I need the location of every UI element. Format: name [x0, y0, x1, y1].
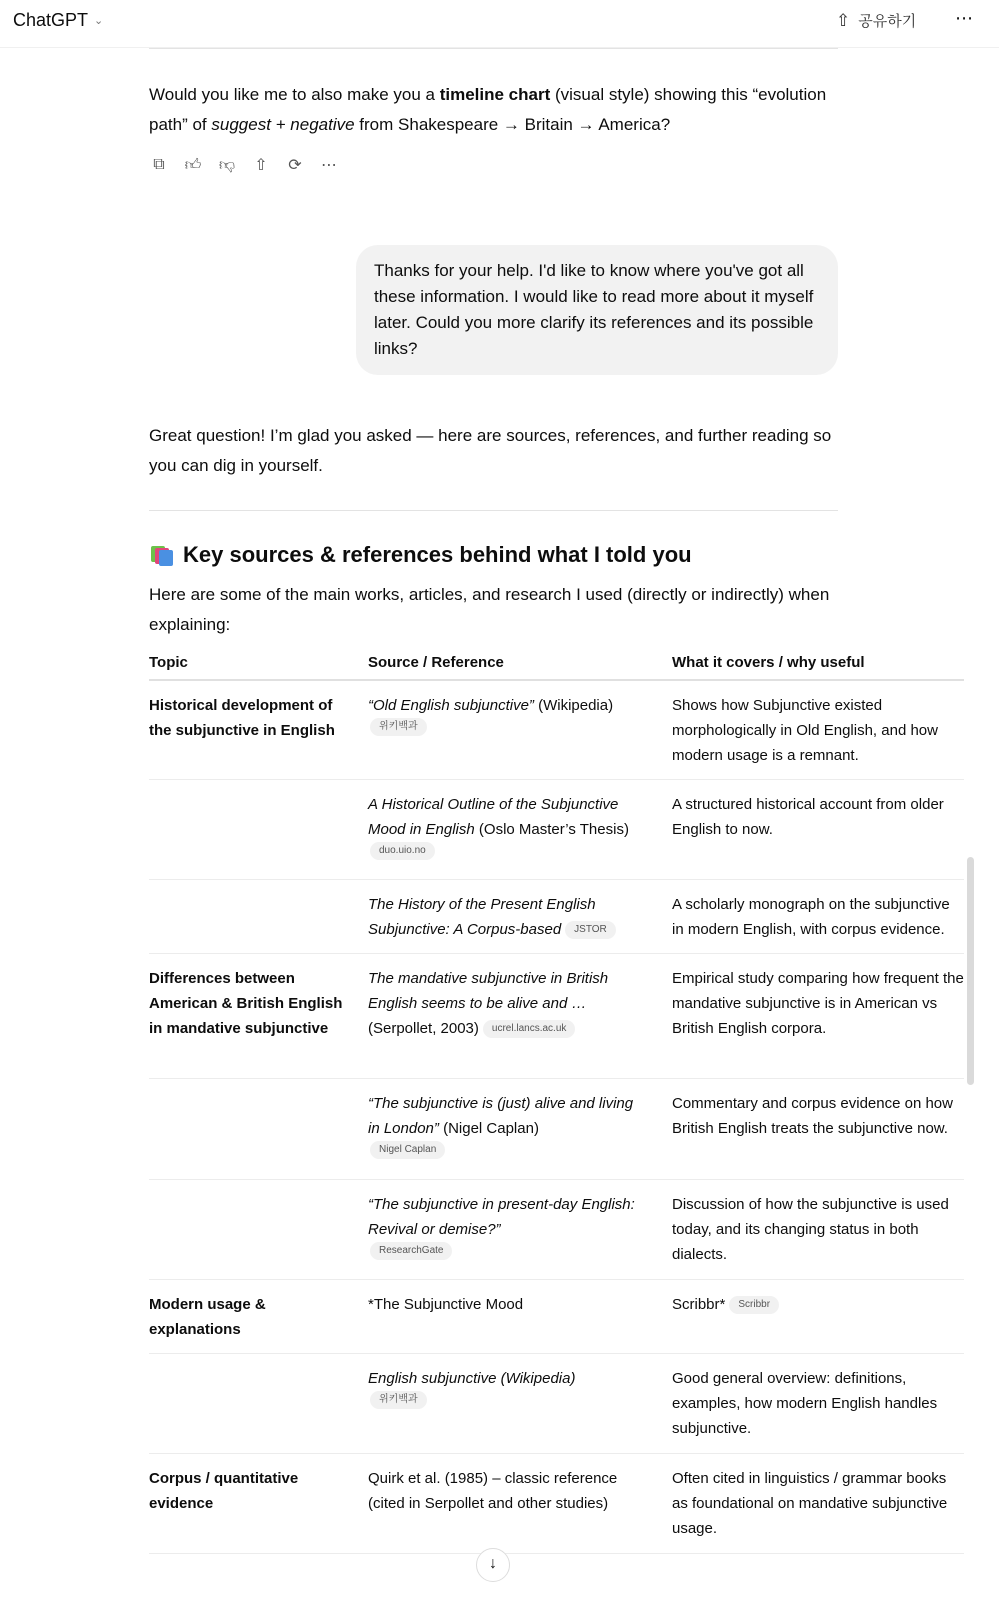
source-link-pill[interactable]: 위키백과: [370, 1391, 427, 1409]
top-bar: [0, 0, 999, 48]
column-header: Topic: [149, 650, 368, 680]
section-lead: Here are some of the main works, articles, and research I used (directly or indirectly) when explaining:: [149, 585, 830, 634]
chevron-down-icon: ⌄: [94, 15, 104, 27]
source-title: The mandative subjunctive in British English seems to be alive and …: [368, 969, 609, 1012]
source-cell: [368, 879, 672, 953]
source-cell: [368, 779, 672, 879]
topic-cell: [149, 1179, 368, 1279]
topic-cell: Historical development of the subjunctive in English: [149, 680, 368, 779]
source-note: Quirk et al. (1985) – classic reference (cited in Serpollet and other studies): [368, 1469, 618, 1512]
covers-cell: [672, 779, 964, 879]
topic-cell: [149, 879, 368, 953]
topic-cell: [149, 1078, 368, 1179]
topic-cell: [149, 779, 368, 879]
thumbs-down-icon[interactable]: 👎︎: [218, 156, 236, 174]
source-link-pill[interactable]: Nigel Caplan: [370, 1141, 445, 1159]
app-title: ChatGPT: [13, 10, 89, 30]
covers-cell: [672, 1279, 964, 1353]
table-row: [149, 779, 964, 879]
covers-text: Empirical study comparing how frequent the mandative subjunctive is in American vs British English corpora.: [672, 969, 964, 1037]
source-cell: [368, 1179, 672, 1279]
covers-cell: [672, 680, 964, 779]
source-note: *The Subjunctive Mood: [368, 1295, 524, 1313]
references-table: [149, 650, 964, 1554]
table-row: [149, 1453, 964, 1553]
thumbs-up-icon[interactable]: 👍︎: [184, 156, 202, 174]
table-row: [149, 680, 964, 779]
source-title: A Historical Outline of the Subjunctive Mood in English: [368, 795, 619, 838]
regenerate-icon[interactable]: ⟳: [288, 157, 302, 174]
source-note: (Wikipedia): [533, 697, 614, 714]
source-link-pill[interactable]: ResearchGate: [370, 1242, 452, 1260]
topic-cell: [149, 1353, 368, 1453]
covers-text: Often cited in linguistics / grammar books as foundational on mandative subjunctive usage.: [672, 1469, 948, 1537]
table-row: [149, 1353, 964, 1453]
source-link-pill[interactable]: duo.uio.no: [370, 842, 435, 860]
source-link-pill[interactable]: 위키백과: [370, 718, 427, 736]
covers-cell: [672, 879, 964, 953]
table-row: [149, 953, 964, 1078]
divider: [149, 48, 838, 49]
table-row: [149, 1279, 964, 1353]
source-link-pill[interactable]: ucrel.lancs.ac.uk: [483, 1020, 575, 1038]
more-icon[interactable]: ⋯: [321, 157, 337, 174]
divider: [149, 510, 838, 511]
assistant-intro: Great question! I’m glad you asked — here are sources, references, and further reading so you can dig in yourself.: [149, 426, 832, 475]
source-cell: [368, 953, 672, 1078]
model-selector[interactable]: [13, 10, 103, 31]
table-row: [149, 1179, 964, 1279]
covers-cell: [672, 1453, 964, 1553]
source-link-pill[interactable]: JSTOR: [565, 921, 616, 939]
source-note: (Oslo Master’s Thesis): [474, 820, 629, 838]
source-cell: [368, 680, 672, 779]
source-title: English subjunctive (Wikipedia): [368, 1369, 576, 1387]
share-icon: ⇧: [836, 10, 851, 30]
table-row: [149, 879, 964, 953]
column-header: Source / Reference: [368, 650, 672, 680]
share-icon[interactable]: ⇧: [254, 157, 268, 174]
source-note: (Serpollet, 2003): [368, 1019, 479, 1037]
covers-text: Commentary and corpus evidence on how British English treats the subjunctive now.: [672, 1094, 953, 1137]
topic-cell: Corpus / quantitative evidence: [149, 1453, 368, 1553]
covers-text: Scribbr*: [672, 1295, 726, 1313]
covers-text: Good general overview: definitions, examples, how modern English handles subjunctive.: [672, 1369, 938, 1437]
scrollbar[interactable]: [967, 857, 974, 1085]
source-title: “Old English subjunctive”: [368, 697, 534, 714]
source-title: “The subjunctive in present-day English: Revival or demise?”: [368, 1195, 635, 1238]
section-heading: Key sources & references behind what I told you: [149, 542, 692, 568]
source-cell: [368, 1453, 672, 1553]
covers-cell: [672, 1179, 964, 1279]
covers-text: A structured historical account from older English to now.: [672, 795, 944, 838]
source-title: The History of the Present English Subjunctive: A Corpus-based: [368, 895, 596, 938]
share-button[interactable]: [836, 10, 916, 31]
source-note: (Nigel Caplan): [438, 1119, 539, 1137]
source-cell: [368, 1279, 672, 1353]
covers-cell: [672, 1078, 964, 1179]
column-header: What it covers / why useful: [672, 650, 964, 680]
covers-cell: [672, 1353, 964, 1453]
assistant-message-1: Would you like me to also make you a timeline chart (visual style) showing this “evolution path” of suggest + negative from Shakespeare → Britain → America?: [149, 85, 827, 134]
covers-text: A scholarly monograph on the subjunctive in modern English, with corpus evidence.: [672, 895, 950, 938]
more-options-button[interactable]: ⋯: [955, 8, 974, 28]
covers-text: Shows how Subjunctive existed morphologically in Old English, and how modern usage is a remnant.: [672, 697, 938, 764]
user-message: Thanks for your help. I'd like to know where you've got all these information. I would like to read more about it myself later. Could you more clarify its references and its possible links?: [356, 245, 838, 375]
source-title: “The subjunctive is (just) alive and living in London”: [368, 1094, 634, 1137]
topic-cell: Differences between American & British English in mandative subjunctive: [149, 953, 368, 1078]
covers-cell: [672, 953, 964, 1078]
books-icon: [149, 545, 173, 565]
source-cell: [368, 1353, 672, 1453]
table-row: [149, 1078, 964, 1179]
scroll-down-button[interactable]: [476, 1548, 510, 1582]
source-link-pill[interactable]: Scribbr: [729, 1296, 779, 1314]
share-label: 공유하기: [858, 13, 917, 30]
source-cell: [368, 1078, 672, 1179]
topic-cell: Modern usage & explanations: [149, 1279, 368, 1353]
arrow-down-icon: ↓: [489, 1555, 497, 1572]
message-actions: [150, 155, 338, 175]
covers-text: Discussion of how the subjunctive is used today, and its changing status in both dialects.: [672, 1195, 949, 1263]
copy-icon[interactable]: ⧉: [153, 156, 165, 173]
